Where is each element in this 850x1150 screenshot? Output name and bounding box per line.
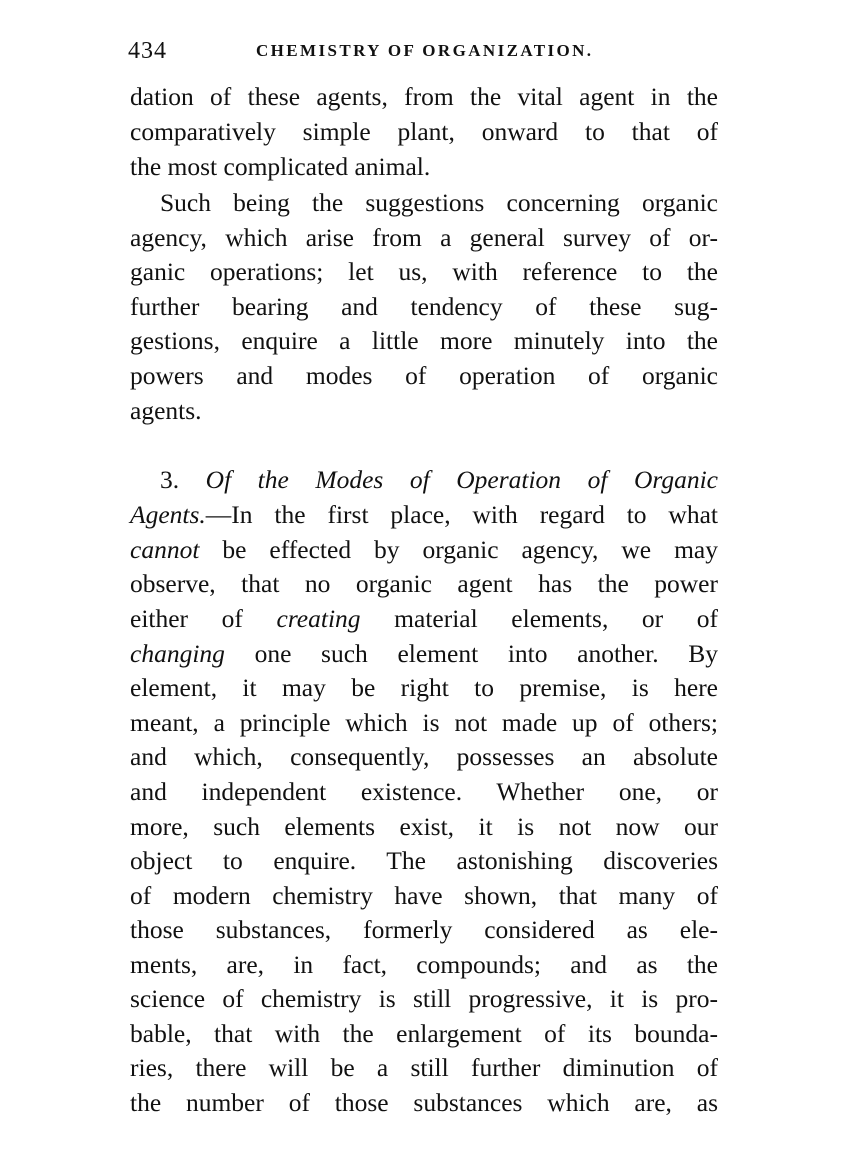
text-line: agents.	[130, 396, 202, 425]
text-line: and which, consequently, possesses an absolute	[130, 742, 718, 771]
text-line: dation of these agents, from the vital agent in the	[130, 82, 718, 111]
page-number: 434	[128, 38, 167, 64]
text-span: either of	[130, 604, 243, 633]
text-line	[130, 602, 718, 636]
text-line	[130, 498, 718, 532]
text-line: more, such elements exist, it is not now our	[130, 812, 718, 841]
text-line: of modern chemistry have shown, that many of	[130, 881, 718, 910]
text-line: meant, a principle which is not made up of others;	[130, 708, 718, 737]
text-line: agency, which arise from a general survey of or-	[130, 223, 718, 252]
text-line	[130, 533, 718, 567]
emphasis-cannot: cannot	[130, 535, 200, 564]
text-line: object to enquire. The astonishing discoveries	[130, 846, 718, 875]
text-line	[130, 637, 718, 671]
text-span: —In the first place, with regard to what	[205, 500, 718, 529]
text-line: those substances, formerly considered as ele-	[130, 915, 718, 944]
text-line: observe, that no organic agent has the power	[130, 569, 718, 598]
section-title: Of the Modes of Operation of Organic	[205, 465, 718, 494]
section-number: 3.	[160, 465, 180, 494]
section-title-end: Agents.	[130, 500, 206, 529]
text-line: powers and modes of operation of organic	[130, 361, 718, 390]
emphasis-changing: changing	[130, 639, 225, 668]
page-header	[128, 38, 718, 68]
text-line: element, it may be right to premise, is here	[130, 673, 718, 702]
text-line: further bearing and tendency of these sug-	[130, 292, 718, 321]
text-line: ments, are, in fact, compounds; and as the	[130, 950, 718, 979]
text-span: one such element into another. By	[254, 639, 718, 668]
text-line: bable, that with the enlargement of its bounda-	[130, 1019, 718, 1048]
text-line: the most complicated animal.	[130, 152, 431, 181]
text-line: ries, there will be a still further diminution of	[130, 1053, 718, 1082]
text-line: Such being the suggestions concerning organic	[160, 188, 718, 217]
text-line: gestions, enquire a little more minutely into the	[130, 326, 718, 355]
emphasis-creating: creating	[276, 604, 361, 633]
text-line: the number of those substances which are, as	[130, 1088, 718, 1117]
running-title: CHEMISTRY OF ORGANIZATION.	[256, 41, 594, 60]
text-line: ganic operations; let us, with reference to the	[130, 257, 718, 286]
text-line: and independent existence. Whether one, or	[130, 777, 718, 806]
text-span: be effected by organic agency, we may	[222, 535, 719, 564]
section-heading-line	[160, 463, 718, 497]
text-line: science of chemistry is still progressive, it is pro-	[130, 984, 718, 1013]
text-line: comparatively simple plant, onward to that of	[130, 117, 718, 146]
text-span: material elements, or of	[394, 604, 719, 633]
